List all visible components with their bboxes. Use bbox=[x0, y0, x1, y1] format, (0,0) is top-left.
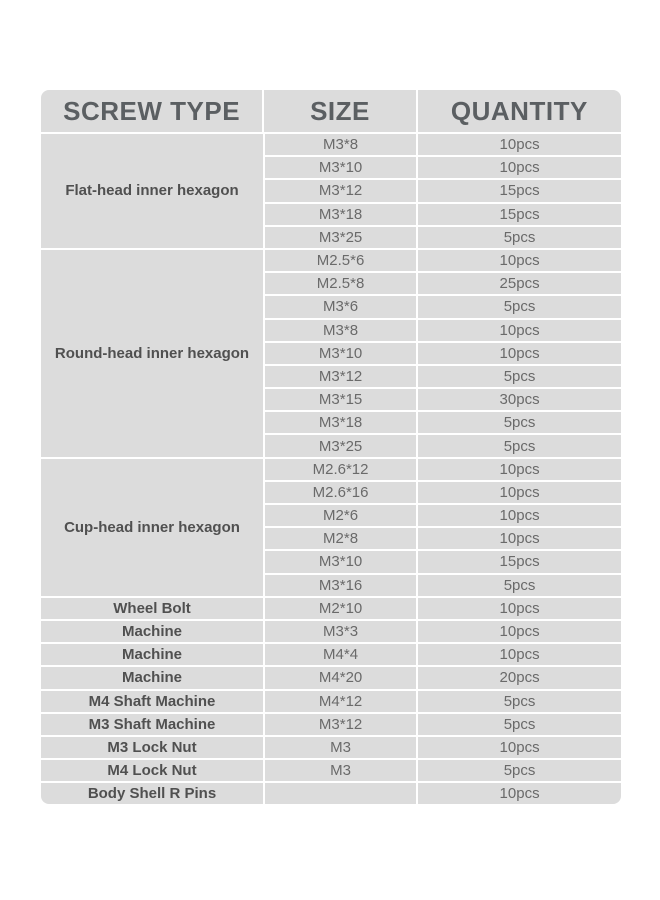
table-row bbox=[263, 459, 621, 482]
quantity-cell: 10pcs bbox=[416, 250, 621, 271]
size-cell: M3 bbox=[263, 737, 416, 758]
screw-type-cell: Round-head inner hexagon bbox=[54, 344, 250, 362]
table-row bbox=[263, 575, 621, 596]
table-row bbox=[263, 320, 621, 343]
table-row bbox=[263, 435, 621, 456]
size-quantity-rows bbox=[263, 598, 621, 619]
size-cell: M3*25 bbox=[263, 227, 416, 248]
screw-group bbox=[41, 783, 621, 804]
quantity-cell: 25pcs bbox=[416, 273, 621, 294]
quantity-cell: 10pcs bbox=[416, 644, 621, 665]
screw-type-cell: Flat-head inner hexagon bbox=[65, 182, 239, 200]
table-row bbox=[263, 691, 621, 712]
screw-type-cell: M4 Lock Nut bbox=[107, 762, 197, 780]
table-row bbox=[263, 714, 621, 735]
table-row bbox=[263, 134, 621, 157]
size-cell: M3*12 bbox=[263, 714, 416, 735]
table-row bbox=[263, 621, 621, 642]
size-cell: M3*10 bbox=[263, 343, 416, 364]
size-cell: M3*10 bbox=[263, 157, 416, 178]
quantity-cell: 15pcs bbox=[416, 180, 621, 201]
table-row bbox=[263, 482, 621, 505]
screw-type-cell: M3 Lock Nut bbox=[107, 738, 197, 756]
quantity-cell: 10pcs bbox=[416, 598, 621, 619]
screw-group bbox=[41, 760, 621, 783]
table-row bbox=[263, 667, 621, 688]
screw-group bbox=[41, 134, 621, 250]
screw-type-cell: M4 Shaft Machine bbox=[88, 692, 216, 710]
table-row bbox=[263, 366, 621, 389]
quantity-cell: 5pcs bbox=[416, 691, 621, 712]
quantity-cell: 5pcs bbox=[416, 227, 621, 248]
table-row bbox=[263, 273, 621, 296]
size-cell: M3*10 bbox=[263, 551, 416, 572]
size-cell: M2*8 bbox=[263, 528, 416, 549]
size-cell: M2.5*8 bbox=[263, 273, 416, 294]
table-row bbox=[263, 204, 621, 227]
screw-group bbox=[41, 737, 621, 760]
size-cell: M3*15 bbox=[263, 389, 416, 410]
quantity-cell: 5pcs bbox=[416, 435, 621, 456]
size-cell: M3*16 bbox=[263, 575, 416, 596]
quantity-cell: 10pcs bbox=[416, 783, 621, 804]
size-cell: M3*6 bbox=[263, 296, 416, 317]
size-cell: M2.6*16 bbox=[263, 482, 416, 503]
table-row bbox=[263, 250, 621, 273]
screw-spec-table bbox=[41, 90, 621, 804]
table-row bbox=[263, 783, 621, 804]
size-cell: M3*25 bbox=[263, 435, 416, 456]
screw-group bbox=[41, 644, 621, 667]
screw-group bbox=[41, 621, 621, 644]
size-quantity-rows bbox=[263, 783, 621, 804]
screw-type-cell: Machine bbox=[121, 669, 182, 687]
table-row bbox=[263, 296, 621, 319]
table-row bbox=[263, 389, 621, 412]
screw-group bbox=[41, 250, 621, 459]
size-quantity-rows bbox=[263, 667, 621, 688]
size-quantity-rows bbox=[263, 621, 621, 642]
quantity-cell: 10pcs bbox=[416, 343, 621, 364]
quantity-cell: 10pcs bbox=[416, 320, 621, 341]
size-quantity-rows bbox=[263, 714, 621, 735]
size-cell bbox=[263, 783, 416, 804]
size-cell: M2.6*12 bbox=[263, 459, 416, 480]
quantity-cell: 10pcs bbox=[416, 621, 621, 642]
quantity-cell: 10pcs bbox=[416, 134, 621, 155]
size-cell: M3*8 bbox=[263, 320, 416, 341]
header-size: SIZE bbox=[262, 90, 415, 132]
screw-group bbox=[41, 691, 621, 714]
screw-group bbox=[41, 459, 621, 598]
quantity-cell: 10pcs bbox=[416, 737, 621, 758]
quantity-cell: 10pcs bbox=[416, 505, 621, 526]
quantity-cell: 5pcs bbox=[416, 714, 621, 735]
table-row bbox=[263, 343, 621, 366]
screw-type-cell: Wheel Bolt bbox=[113, 599, 191, 617]
quantity-cell: 10pcs bbox=[416, 528, 621, 549]
size-cell: M3*12 bbox=[263, 180, 416, 201]
size-cell: M3*18 bbox=[263, 204, 416, 225]
size-cell: M3 bbox=[263, 760, 416, 781]
size-cell: M2*6 bbox=[263, 505, 416, 526]
quantity-cell: 5pcs bbox=[416, 412, 621, 433]
size-quantity-rows bbox=[263, 459, 621, 596]
table-header bbox=[41, 90, 621, 134]
screw-type-cell: Body Shell R Pins bbox=[87, 785, 217, 803]
size-cell: M2.5*6 bbox=[263, 250, 416, 271]
size-cell: M4*4 bbox=[263, 644, 416, 665]
screw-group bbox=[41, 598, 621, 621]
table-row bbox=[263, 644, 621, 665]
header-quantity: QUANTITY bbox=[416, 90, 621, 132]
table-row bbox=[263, 227, 621, 248]
table-row bbox=[263, 737, 621, 758]
quantity-cell: 10pcs bbox=[416, 482, 621, 503]
size-cell: M2*10 bbox=[263, 598, 416, 619]
size-cell: M3*18 bbox=[263, 412, 416, 433]
size-cell: M3*8 bbox=[263, 134, 416, 155]
quantity-cell: 5pcs bbox=[416, 760, 621, 781]
table-row bbox=[263, 157, 621, 180]
size-quantity-rows bbox=[263, 250, 621, 457]
quantity-cell: 5pcs bbox=[416, 575, 621, 596]
screw-type-cell: Cup-head inner hexagon bbox=[64, 518, 240, 536]
quantity-cell: 30pcs bbox=[416, 389, 621, 410]
quantity-cell: 5pcs bbox=[416, 296, 621, 317]
size-cell: M3*3 bbox=[263, 621, 416, 642]
size-cell: M4*12 bbox=[263, 691, 416, 712]
screw-group bbox=[41, 714, 621, 737]
header-screw-type: SCREW TYPE bbox=[63, 95, 241, 126]
screw-type-cell: M3 Shaft Machine bbox=[88, 715, 216, 733]
table-body bbox=[41, 134, 621, 804]
quantity-cell: 10pcs bbox=[416, 459, 621, 480]
table-row bbox=[263, 528, 621, 551]
table-row bbox=[263, 505, 621, 528]
size-cell: M3*12 bbox=[263, 366, 416, 387]
size-quantity-rows bbox=[263, 737, 621, 758]
quantity-cell: 15pcs bbox=[416, 204, 621, 225]
screw-type-cell: Machine bbox=[121, 646, 182, 664]
size-quantity-rows bbox=[263, 644, 621, 665]
size-quantity-rows bbox=[263, 134, 621, 248]
table-row bbox=[263, 598, 621, 619]
quantity-cell: 20pcs bbox=[416, 667, 621, 688]
size-cell: M4*20 bbox=[263, 667, 416, 688]
screw-group bbox=[41, 667, 621, 690]
quantity-cell: 10pcs bbox=[416, 157, 621, 178]
table-row bbox=[263, 180, 621, 203]
table-row bbox=[263, 551, 621, 574]
size-quantity-rows bbox=[263, 691, 621, 712]
quantity-cell: 15pcs bbox=[416, 551, 621, 572]
size-quantity-rows bbox=[263, 760, 621, 781]
table-row bbox=[263, 760, 621, 781]
table-row bbox=[263, 412, 621, 435]
screw-type-cell: Machine bbox=[121, 623, 182, 641]
quantity-cell: 5pcs bbox=[416, 366, 621, 387]
